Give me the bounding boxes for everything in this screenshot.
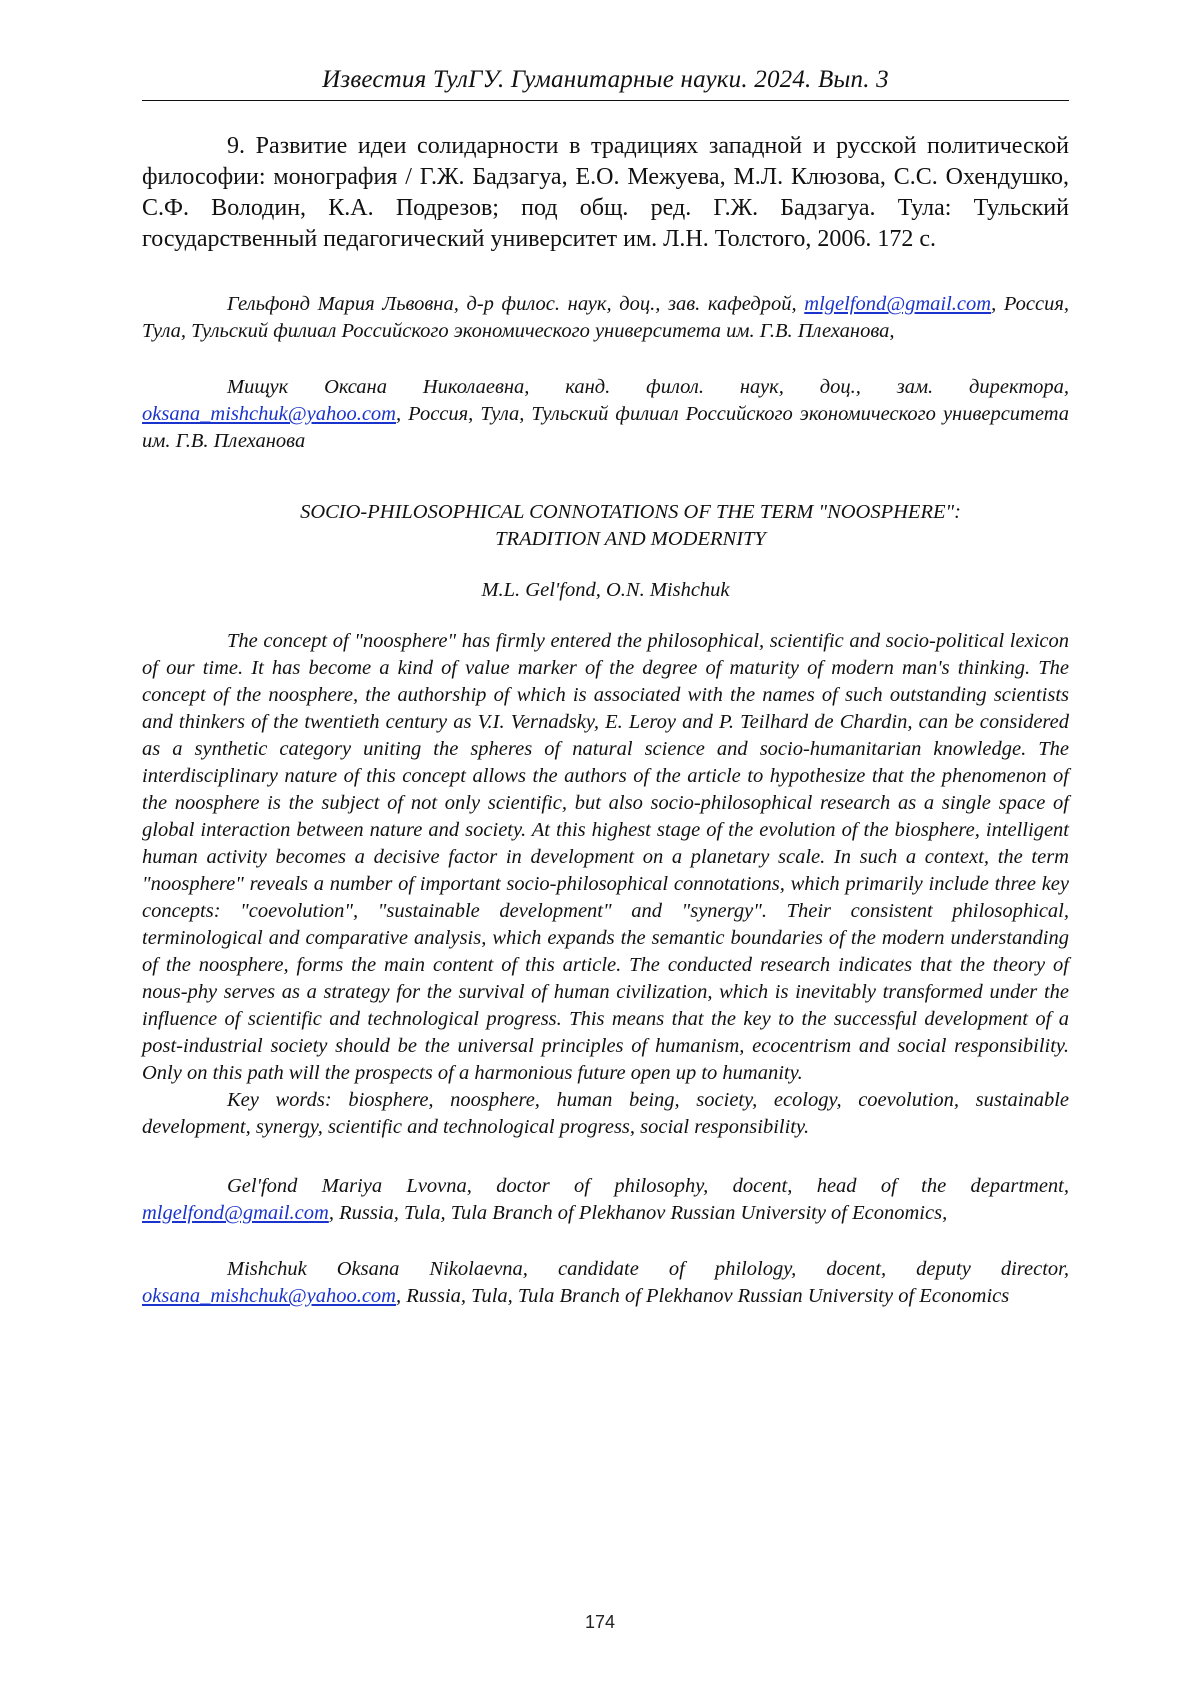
author-en-1-email-link[interactable]: mlgelfond@gmail.com (142, 1202, 329, 1224)
author-ru-2-affiliation: , Россия, Тула, Тульский филиал Российского экономического университета им. Г.В. Плеханова (142, 403, 1069, 452)
author-ru-1-email-link[interactable]: mlgelfond@gmail.com (804, 293, 992, 315)
abstract-text: The concept of "noosphere" has firmly entered the philosophical, scientific and socio-political lexicon of our time. It has become a kind of value marker of the degree of maturity of modern man's thinking. The concept of the noosphere, the authorship of which is associated with the names of such outstanding scientists and thinkers of the twentieth century as V.I. Vernadsky, E. Leroy and P. Teilhard de Chardin, can be considered as a synthetic category uniting the spheres of natural science and socio-humanitarian knowledge. The interdisciplinary nature of this concept allows the authors of the article to hypothesize that the phenomenon of the noosphere is the subject of not only scientific, but also socio-philosophical research as a single space of global interaction between nature and society. At this highest stage of the evolution of the biosphere, intelligent human activity becomes a decisive factor in development on a planetary scale. In such a context, the term "noosphere" reveals a number of important socio-philosophical connotations, which primarily include three key concepts: "coevolution", "sustainable development" and "synergy". Their consistent philosophical, terminological and comparative analysis, which expands the semantic boundaries of the modern understanding of the noosphere, forms the main content of this article. The conducted research indicates that the theory of nous-phy serves as a strategy for the survival of human civilization, which is inevitably transformed under the influence of scientific and technological progress. This means that the key to the successful development of a post-industrial society should be the universal principles of humanism, ecocentrism and social responsibility. Only on this path will the prospects of a harmonious future open up to humanity. (142, 630, 1069, 1084)
page-content (142, 66, 1069, 1310)
article-title-line-2: TRADITION AND MODERNITY (495, 528, 766, 550)
author-en-2-affiliation: , Russia, Tula, Tula Branch of Plekhanov Russian University of Economics (396, 1285, 1010, 1307)
author-ru-1 (142, 291, 1069, 345)
author-en-1-affiliation: , Russia, Tula, Tula Branch of Plekhanov Russian University of Economics, (328, 1202, 948, 1224)
journal-header: Известия ТулГУ. Гуманитарные науки. 2024. Вып. 3 (142, 66, 1069, 101)
author-ru-2-info: Мищук Оксана Николаевна, канд. филол. наук, доц., зам. директора, (227, 376, 1069, 398)
article-title-en (142, 499, 1069, 553)
article-title-line-1: SOCIO-PHILOSOPHICAL CONNOTATIONS OF THE TERM "NOOSPHERE": (300, 501, 961, 523)
author-ru-1-info: Гельфонд Мария Львовна, д-р филос. наук, доц., зав. кафедрой, (227, 293, 805, 315)
author-en-1-info: Gel'fond Mariya Lvovna, doctor of philosophy, docent, head of the department, (227, 1175, 1069, 1197)
author-en-2-email-link[interactable]: oksana_mishchuk@yahoo.com (142, 1285, 396, 1307)
page-number: 174 (584, 1612, 616, 1632)
author-ru-1-affiliation: , Россия, Тула, Тульский филиал Российского экономического университета им. Г.В. Плеханова, (142, 293, 1069, 342)
author-ru-2-email-link[interactable]: oksana_mishchuk@yahoo.com (142, 403, 396, 425)
article-byline: M.L. Gel'fond, O.N. Mishchuk (481, 579, 730, 601)
author-en-2 (142, 1256, 1069, 1310)
author-ru-2 (142, 374, 1069, 455)
reference-item: 9. Развитие идеи солидарности в традициях западной и русской политической философии: монография / Г.Ж. Бадзагуа, Е.О. Межуева, М.Л. Клюзова, С.С. Охендушко, С.Ф. Володин, К.А. Подрезов; под общ. ред. Г.Ж. Бадзагуа. Тула: Тульский государственный педагогический университет им. Л.Н. Толстого, 2006. 172 с. (142, 133, 1069, 252)
author-en-2-info: Mishchuk Oksana Nikolaevna, candidate of philology, docent, deputy director, (227, 1258, 1069, 1280)
author-en-1 (142, 1173, 1069, 1227)
keywords-text: Key words: biosphere, noosphere, human being, society, ecology, coevolution, sustainable development, synergy, scientific and technological progress, social responsibility. (142, 1089, 1069, 1138)
